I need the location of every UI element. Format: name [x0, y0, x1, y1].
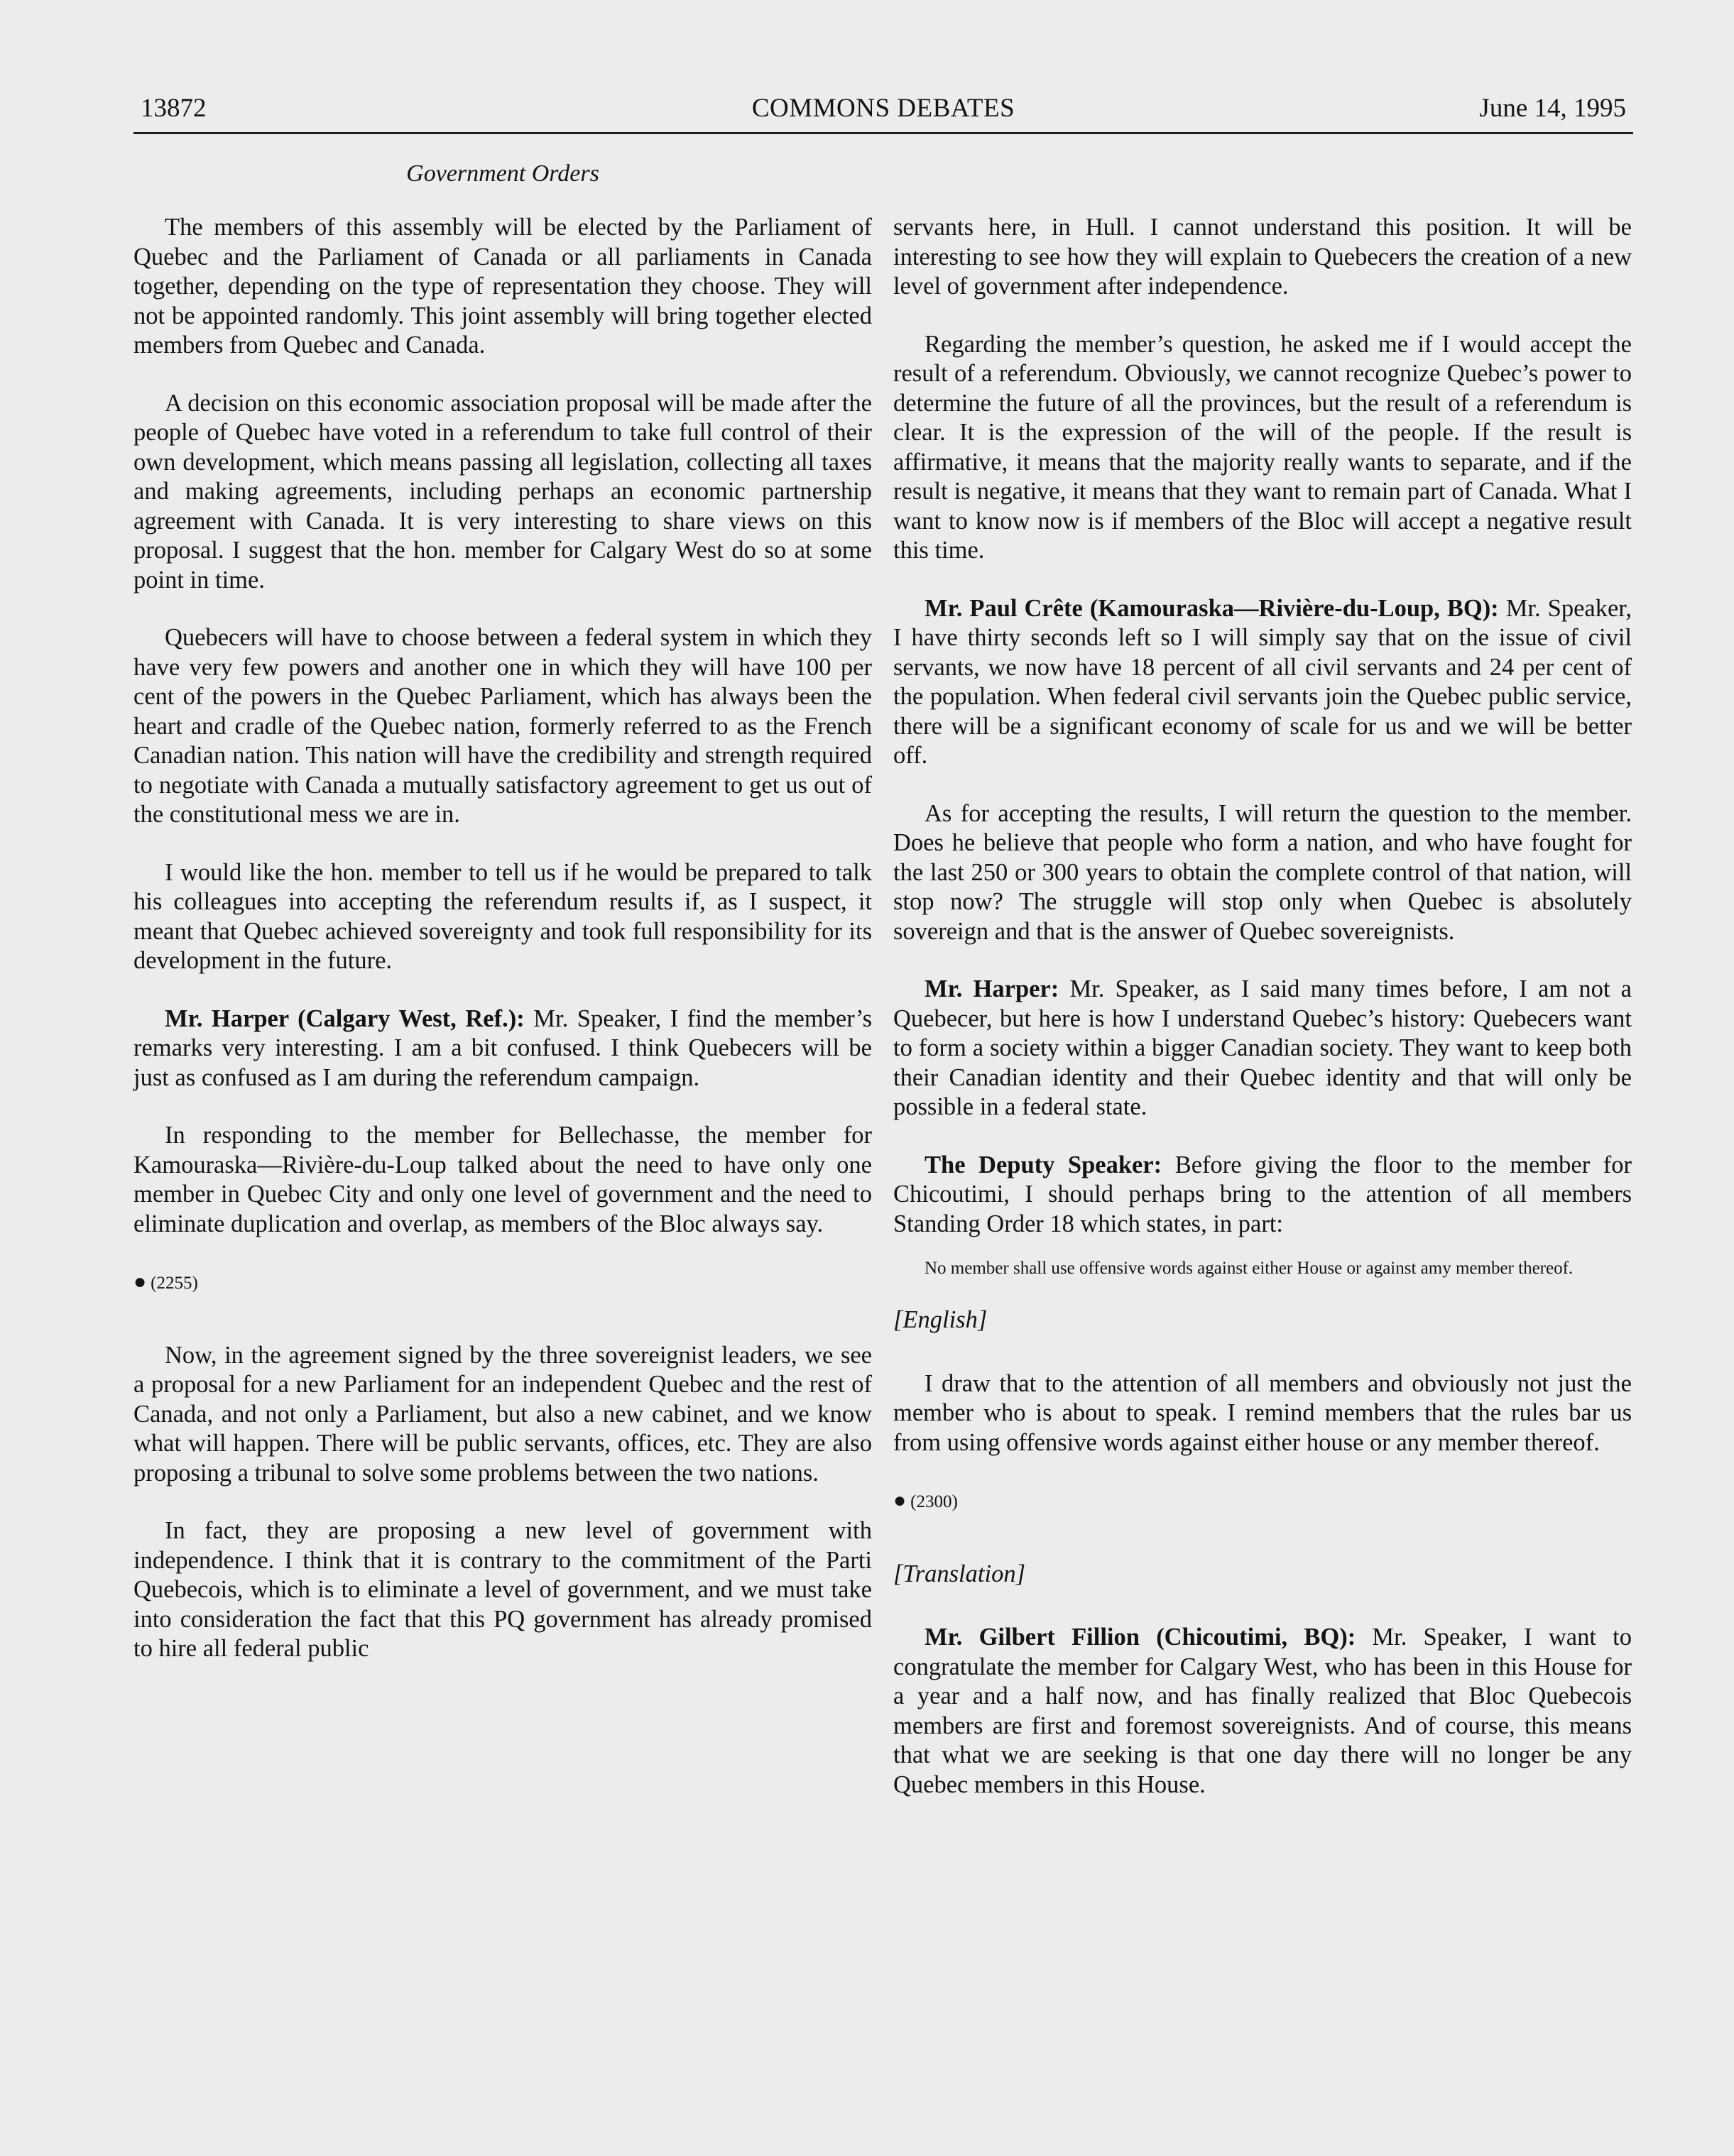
- left-column: [133, 213, 872, 1692]
- paragraph: servants here, in Hull. I cannot understand this position. It will be interesting to see how they will explain to Quebecers the creation of a new level of government after independence.: [893, 214, 1632, 300]
- paragraph: The members of this assembly will be elected by the Parliament of Quebec and the Parliament of Canada or all parliaments in Canada together, depending on the type of representation they choose. They will not be appointed randomly. This joint assembly will bring together elected members from Quebec and Canada.: [133, 214, 872, 359]
- issue-date: June 14, 1995: [1479, 94, 1626, 123]
- journal-title: COMMONS DEBATES: [751, 94, 1015, 123]
- speech-text: Mr. Speaker, I want to congratulate the member for Calgary West, who has been in this House for a year and a half now, and has finally realized that Bloc Quebecois members are first and foremost sovereignists. And of course, this means that what we are seeking is that one day there will no longer be any Quebec members in this House.: [893, 1624, 1632, 1798]
- language-tag: [Translation]: [893, 1560, 1025, 1587]
- speech-paragraph: [133, 1005, 872, 1093]
- paragraph: In responding to the member for Bellechasse, the member for Kamouraska—Rivière-du-Loup talked about the need to have only one member in Quebec City and only one level of government and the need to eliminate duplication and overlap, as members of the Bloc always say.: [133, 1122, 872, 1237]
- section-title: Government Orders: [406, 160, 599, 187]
- page-header: [133, 87, 1633, 134]
- speech-paragraph: [893, 1623, 1632, 1800]
- paragraph: I would like the hon. member to tell us if he would be prepared to talk his colleagues into accepting the referendum results if, as I suspect, it meant that Quebec achieved sovereignty and took full responsibility for its development in the future.: [133, 858, 872, 974]
- paragraph: Now, in the agreement signed by the three sovereignist leaders, we see a proposal for a new Parliament for an independent Quebec and the rest of Canada, and not only a Parliament, but also a new cabinet, and we know what will happen. There will be public servants, offices, etc. They are also proposing a tribunal to solve some problems between the two nations.: [133, 1341, 872, 1487]
- bullet-icon: ●: [893, 1489, 907, 1512]
- paragraph: I draw that to the attention of all members and obviously not just the member who is about to speak. I remind members that the rules bar us from using offensive words against either house or any member thereof.: [893, 1369, 1632, 1456]
- speaker-name: Mr. Paul Crête (Kamouraska—Rivière-du-Loup, BQ):: [925, 594, 1499, 622]
- time-marker: [133, 1267, 872, 1298]
- speech-text: Before giving the floor to the member for Chicoutimi, I should perhaps bring to the attention of all members Standing Order 18 which states, in part:: [893, 1151, 1632, 1237]
- time-marker-text: (2255): [151, 1274, 198, 1293]
- paragraph: As for accepting the results, I will return the question to the member. Does he believe that people who form a nation, and who have fought for the last 250 or 300 years to obtain the complete control of that nation, will stop now? The struggle will stop only when Quebec is absolutely sovereign and that is the answer of Quebec sovereignists.: [893, 799, 1632, 945]
- speech-paragraph: [893, 975, 1632, 1122]
- speech-text: Mr. Speaker, as I said many times before, I am not a Quebecer, but here is how I understand Quebec’s history: Quebecers want to form a society within a bigger Canadian society. They want to keep both their Canadian identity and their Quebec identity and that will only be possible in a federal state.: [893, 975, 1632, 1120]
- bullet-icon: ●: [133, 1270, 147, 1293]
- standing-order-quote: No member shall use offensive words against either House or against amy member thereof.: [925, 1259, 1574, 1278]
- speech-text: Mr. Speaker, I find the member’s remarks very interesting. I am a bit confused. I think Quebecers will be just as confused as I am during the referendum campaign.: [133, 1005, 873, 1091]
- page-number: 13872: [141, 94, 207, 123]
- paragraph: Quebecers will have to choose between a federal system in which they have very few powers and another one in which they will have 100 per cent of the powers in the Quebec Parliament, which has always been the heart and cradle of the Quebec nation, formerly referred to as the French Canadian nation. This nation will have the credibility and strength required to negotiate with Canada a mutually satisfactory agreement to get us out of the constitutional mess we are in.: [133, 624, 872, 828]
- speaker-name: Mr. Gilbert Fillion (Chicoutimi, BQ):: [925, 1624, 1356, 1651]
- language-tag: [English]: [893, 1306, 988, 1333]
- paragraph: In fact, they are proposing a new level of government with independence. I think that it is contrary to the commitment of the Parti Quebecois, which is to eliminate a level of government, and we must take into consideration the fact that this PQ government has already promised to hire all federal public: [133, 1517, 872, 1662]
- time-marker: [893, 1486, 1632, 1517]
- speaker-name: Mr. Harper (Calgary West, Ref.):: [165, 1005, 525, 1032]
- paragraph: Regarding the member’s question, he asked me if I would accept the result of a referendum. Obviously, we cannot recognize Quebec’s power to determine the future of all the provinces, but the result of a referendum is clear. It is the expression of the will of the people. If the result is affirmative, it means that the majority really wants to separate, and if the result is negative, it means that they want to remain part of Canada. What I want to know now is if members of the Bloc will accept a negative result this time.: [893, 330, 1632, 564]
- speech-paragraph: [893, 594, 1632, 771]
- paragraph: A decision on this economic association proposal will be made after the people of Quebec have voted in a referendum to take full control of their own development, which means passing all legislation, collecting all taxes and making agreements, including perhaps an economic partnership agreement with Canada. It is very interesting to share views on this proposal. I suggest that the hon. member for Calgary West do so at some point in time.: [133, 389, 872, 593]
- speech-paragraph: [893, 1151, 1632, 1240]
- speech-text: Mr. Speaker, I have thirty seconds left so I will simply say that on the issue of civil servants, we now have 18 percent of all civil servants and 24 per cent of the population. When federal civil servants join the Quebec public service, there will be a significant economy of scale for us and we will be better off.: [893, 594, 1632, 769]
- speaker-name: The Deputy Speaker:: [925, 1151, 1162, 1178]
- speaker-name: Mr. Harper:: [925, 975, 1059, 1002]
- right-column: [893, 213, 1632, 1828]
- time-marker-text: (2300): [910, 1492, 958, 1511]
